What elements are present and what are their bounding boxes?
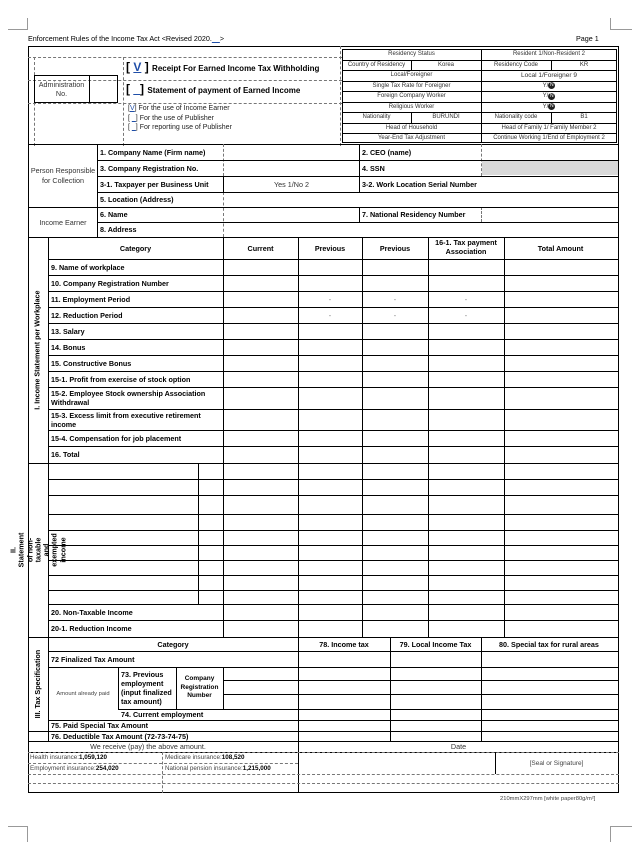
col-header-previous-2: Previous bbox=[379, 243, 411, 253]
work-serial-label: 3-2. Work Location Serial Number bbox=[362, 179, 477, 189]
name-label: 6. Name bbox=[100, 210, 128, 219]
administration-no-value[interactable] bbox=[90, 75, 118, 103]
table-row: 15-1. Profit from exercise of stock option bbox=[51, 374, 191, 384]
date-label: Date bbox=[450, 742, 467, 751]
pension-insurance-value: 1,215,000 bbox=[242, 765, 271, 772]
country-value[interactable]: Korea bbox=[437, 61, 454, 68]
health-insurance-value: 1,059,120 bbox=[79, 754, 108, 761]
location-label: 5. Location (Address) bbox=[100, 195, 174, 204]
deductible-tax-label: 76. Deductible Tax Amount (72-73-74-75) bbox=[51, 731, 189, 741]
medicare-insurance: Medicare insurance: 108,520 bbox=[165, 754, 245, 761]
receipt-checkmark[interactable]: V bbox=[133, 60, 142, 74]
statement-checkmark[interactable]: _ bbox=[133, 82, 141, 96]
single-rate-value[interactable]: Y/ N bbox=[542, 82, 554, 89]
country-label: Country of Residency bbox=[347, 61, 406, 68]
nationality-value[interactable]: BURUNDI bbox=[432, 114, 460, 121]
rural-tax-header: 80. Special tax for rural areas bbox=[499, 639, 599, 649]
company-name-label: 1. Company Name (Firm name) bbox=[100, 147, 206, 157]
receipt-label: Receipt For Earned Income Tax Withholding bbox=[152, 64, 320, 73]
company-reg-field[interactable] bbox=[224, 161, 358, 176]
single-rate-label: Single Tax Rate for Foreigner bbox=[372, 82, 451, 89]
section2-title: II. Statement of non-taxable and exempted income bbox=[8, 532, 67, 568]
residency-status-value[interactable]: Resident 1/Non-Resident 2 bbox=[512, 51, 586, 58]
pension-insurance: National pension insurance: 1,215,000 bbox=[165, 765, 271, 772]
revision-blank[interactable]: _ bbox=[211, 34, 220, 43]
employment-period-assoc[interactable]: - bbox=[464, 294, 468, 304]
collector-group-label: Person Responsible for Collection bbox=[30, 166, 96, 185]
crop-mark-br bbox=[610, 826, 632, 842]
receipt-option[interactable]: [ V ] Receipt For Earned Income Tax Withholding bbox=[126, 60, 320, 74]
crop-mark-bl bbox=[8, 826, 28, 842]
col-header-previous-1: Previous bbox=[314, 243, 346, 253]
address-field[interactable] bbox=[224, 222, 617, 237]
residency-code-value[interactable]: KR bbox=[579, 61, 589, 68]
table-row: 15-4. Compensation for job placement bbox=[51, 433, 182, 443]
reduction-period-assoc[interactable]: - bbox=[464, 310, 468, 320]
table-row: 13. Salary bbox=[51, 326, 85, 336]
national-no-field[interactable] bbox=[482, 207, 617, 222]
statement-label: Statement of payment of Earned Income bbox=[147, 86, 301, 95]
use-option-publisher[interactable]: [ _] For the use of Publisher bbox=[128, 114, 215, 122]
company-name-field[interactable] bbox=[224, 145, 358, 160]
table-row: 16. Total bbox=[51, 450, 80, 459]
location-field[interactable] bbox=[224, 192, 617, 207]
already-paid-label: Amount already paid bbox=[56, 690, 110, 697]
medicare-insurance-value: 108,520 bbox=[221, 754, 245, 761]
ceo-label: 2. CEO (name) bbox=[362, 147, 412, 157]
crop-mark-tl bbox=[8, 18, 28, 30]
receive-statement: We receive (pay) the above amount. bbox=[90, 742, 206, 751]
n-selected-icon: N bbox=[550, 103, 554, 110]
nationality-code-label: Nationality code bbox=[494, 114, 538, 121]
use-option-reporting[interactable]: [ _] For reporting use of Publisher bbox=[128, 124, 232, 132]
nationality-code-value[interactable]: B1 bbox=[580, 114, 588, 121]
table-row: 15-3. Excess limit from executive retirement income bbox=[51, 410, 201, 429]
non-taxable-income-label: 20. Non-Taxable Income bbox=[51, 607, 133, 617]
taxpayer-unit-label: 3-1. Taxpayer per Business Unit bbox=[100, 179, 209, 189]
name-field[interactable] bbox=[224, 207, 358, 222]
employment-insurance: Employment insurance: 254,020 bbox=[30, 765, 119, 772]
foreign-company-label: Foreign Company Worker bbox=[377, 93, 446, 100]
employment-period-prev1[interactable]: - bbox=[328, 294, 332, 304]
use-option-earner[interactable]: [V] For the use of Income Earner bbox=[128, 105, 230, 112]
head-household-label: Head of Household bbox=[385, 124, 438, 131]
section3-title: III. Tax Specification bbox=[32, 649, 42, 719]
use-publisher-check[interactable]: _ bbox=[131, 114, 136, 122]
use-options bbox=[128, 104, 232, 133]
paper-spec: 210mmX297mm [white paper80g/m²] bbox=[500, 796, 596, 802]
n-selected-icon: N bbox=[550, 92, 554, 99]
table-row: 15. Constructive Bonus bbox=[51, 358, 132, 368]
local-foreigner-value[interactable]: Local 1/Foreigner 9 bbox=[520, 71, 577, 79]
local-tax-header: 79. Local Income Tax bbox=[399, 639, 472, 649]
reduction-period-prev2[interactable]: - bbox=[393, 310, 397, 320]
table-row: 10. Company Registration Number bbox=[51, 278, 169, 288]
table-row: 9. Name of workplace bbox=[51, 262, 125, 272]
use-reporting-check[interactable]: _ bbox=[131, 124, 136, 132]
company-reg-number-label: Company Registration Number bbox=[180, 675, 219, 700]
foreign-company-value[interactable]: Y/ N bbox=[542, 92, 554, 100]
col-header-current: Current bbox=[247, 243, 274, 253]
bracket-open: [ bbox=[126, 60, 134, 74]
head-household-value[interactable]: Head of Family 1/ Family Member 2 bbox=[501, 124, 597, 131]
paid-special-tax-label: 75. Paid Special Tax Amount bbox=[51, 721, 149, 730]
employment-insurance-value: 254,020 bbox=[95, 765, 119, 772]
employment-period-prev2[interactable]: - bbox=[393, 294, 397, 304]
local-foreigner-label: Local/Foreigner bbox=[390, 72, 433, 79]
address-label: 8. Address bbox=[100, 225, 137, 234]
law-text-end: > bbox=[219, 34, 225, 43]
ssn-field-shaded bbox=[482, 161, 618, 175]
crop-mark-tr bbox=[610, 18, 632, 30]
ceo-field[interactable] bbox=[482, 145, 617, 160]
reduction-period-prev1[interactable]: - bbox=[328, 310, 332, 320]
tax-category-header: Category bbox=[157, 639, 189, 649]
table-row: 14. Bonus bbox=[51, 342, 86, 352]
taxpayer-unit-value[interactable]: Yes 1/No 2 bbox=[274, 179, 309, 189]
religious-label: Religious Worker bbox=[388, 103, 435, 110]
earner-group-label: Income Earner bbox=[39, 217, 87, 227]
table-row: 12. Reduction Period bbox=[51, 310, 123, 320]
page-number: Page 1 bbox=[576, 34, 599, 43]
administration-no-label: Administration No. bbox=[38, 79, 85, 98]
col-header-total: Total Amount bbox=[537, 243, 584, 253]
health-insurance: Health insurance: 1,059,120 bbox=[30, 754, 108, 761]
current-employment-label: 74. Current employment bbox=[121, 710, 204, 719]
use-earner-check[interactable]: V bbox=[129, 105, 135, 112]
col-header-category: Category bbox=[119, 243, 152, 253]
finalized-tax-label: 72 Finalized Tax Amount bbox=[51, 654, 135, 664]
residency-code-label: Residency Code bbox=[493, 61, 539, 68]
form-header-law bbox=[28, 34, 224, 43]
income-tax-header: 78. Income tax bbox=[319, 639, 369, 649]
religious-value[interactable]: Y/ N bbox=[542, 103, 554, 110]
residency-status-label: Residency Status bbox=[388, 51, 435, 58]
table-row: 11. Employment Period bbox=[51, 294, 131, 304]
ssn-label: 4. SSN bbox=[362, 163, 385, 173]
year-end-value[interactable]: Continue Working 1/End of Employment 2 bbox=[493, 135, 605, 141]
statement-option[interactable]: [ _] Statement of payment of Earned Income bbox=[126, 82, 301, 96]
date-field[interactable] bbox=[299, 753, 494, 774]
law-text: Enforcement Rules of the Income Tax Act <Revised 2020. bbox=[28, 34, 212, 43]
national-no-label: 7. National Residency Number bbox=[362, 210, 466, 219]
reduction-income-label: 20-1. Reduction Income bbox=[51, 624, 132, 633]
previous-employment-label: 73. Previous employment (input finalized tax amount) bbox=[121, 670, 172, 706]
seal-signature[interactable]: [Seal or Signature] bbox=[529, 759, 584, 767]
year-end-label: Year-End Tax Adjustment bbox=[377, 135, 446, 141]
n-selected-icon: N bbox=[550, 82, 554, 89]
col-header-tax-association: 16-1. Tax payment Association bbox=[435, 238, 497, 256]
nationality-label: Nationality bbox=[362, 114, 391, 121]
section1-title: I. Income Statement per Workplace bbox=[32, 290, 42, 410]
company-reg-label: 3. Company Registration No. bbox=[100, 163, 199, 173]
table-row: 15-2. Employee Stock ownership Association Withdrawal bbox=[51, 389, 206, 407]
